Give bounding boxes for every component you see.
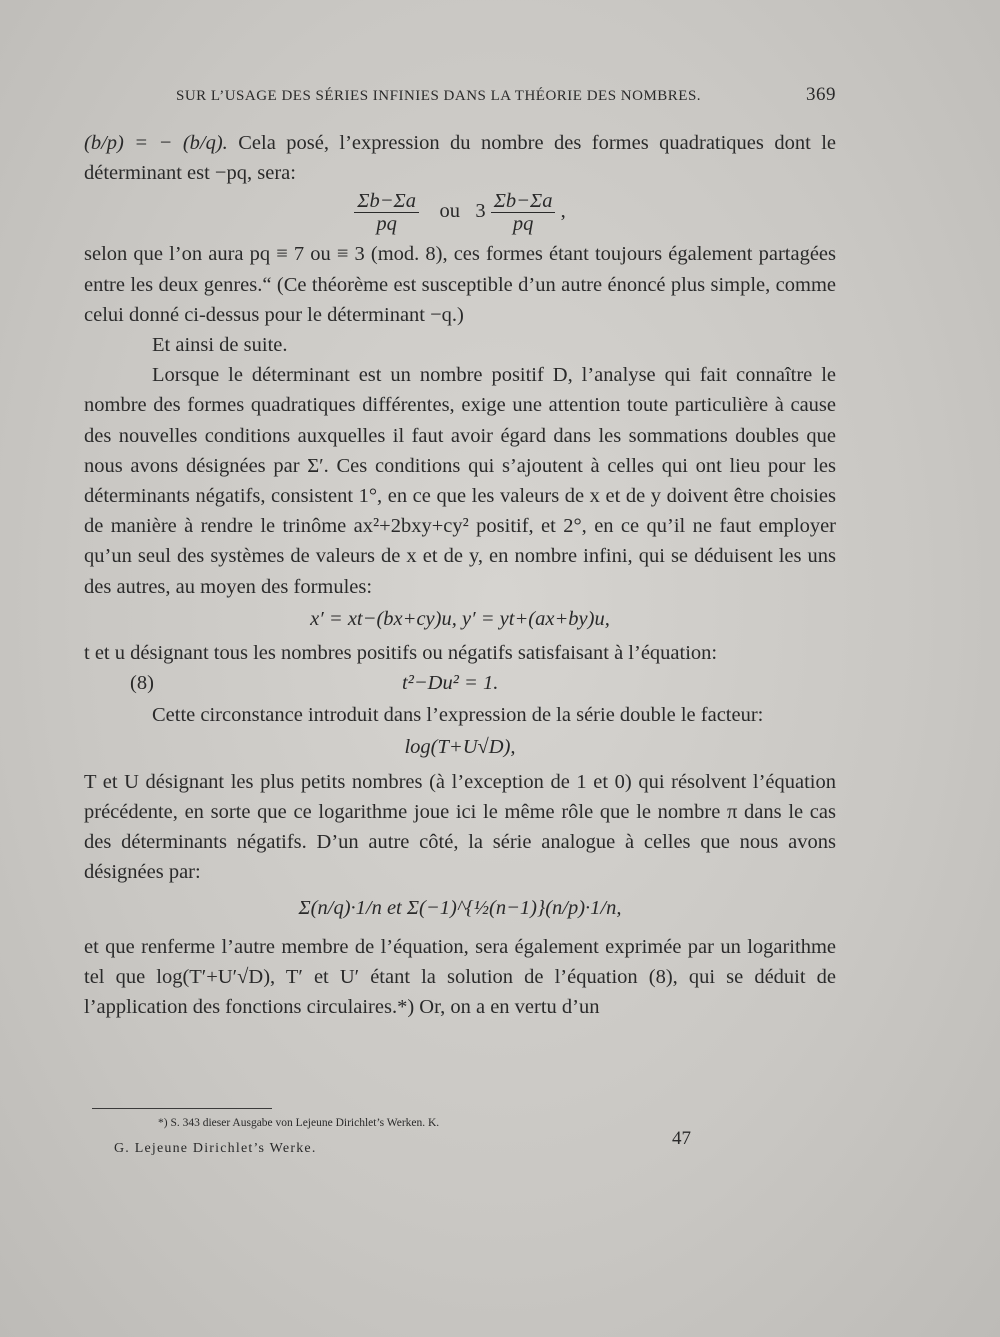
- fraction-2-numerator: Σb−Σa: [491, 190, 556, 213]
- paragraph-1-text: Cela posé, l’expression du nombre des formes quadratiques dont le déterminant est −pq, sera:: [84, 132, 836, 185]
- fraction-1: [354, 190, 419, 235]
- signature-line: G. Lejeune Dirichlet’s Werke.: [114, 1141, 317, 1156]
- equation-8-label: (8): [130, 672, 154, 695]
- formula-series: Σ(n/q)·1/n et Σ(−1)^{½(n−1)}(n/p)·1/n,: [298, 897, 622, 920]
- ou-text: ou: [439, 200, 460, 223]
- paragraph-5: t et u désignant tous les nombres positifs ou négatifs satisfaisant à l’équation:: [84, 642, 718, 665]
- footnote: *) S. 343 dieser Ausgabe von Lejeune Dirichlet’s Werken. K.: [158, 1117, 440, 1129]
- paragraph-1: [84, 128, 836, 188]
- coefficient-three: 3: [475, 200, 486, 223]
- fraction-display: [84, 190, 836, 235]
- fraction-1-numerator: Σb−Σa: [354, 190, 419, 213]
- page-number: 369: [806, 84, 836, 105]
- paragraph-3: Et ainsi de suite.: [152, 334, 288, 357]
- paragraph-4: Lorsque le déterminant est un nombre positif D, l’analyse qui fait connaître le nombre des formes quadratiques différentes, exige une attention toute particulière à cause des nouvelles conditions auxquelles il faut avoir égard dans les sommations doubles que nous avons désignées par Σ′. Ces conditions qui s’ajoutent à celles qui ont lieu pour les déterminants négatifs, consistent 1°, en ce que les valeurs de x et de y doivent être choisies de manière à rendre le trinôme ax²+2bxy+cy² positif, et 2°, en ce qu’il ne faut employer qu’un seul des systèmes de valeurs de x et de y, en nombre infini, qui se déduisent les uns des autres, au moyen des formules:: [84, 364, 836, 598]
- paragraph-7: T et U désignant les plus petits nombres (à l’exception de 1 et 0) qui résolvent l’équation précédente, en sorte que ce logarithme joue ici le même rôle que le nombre π dans le cas des déterminants négatifs. D’un autre côté, la série analogue à celles que nous avons désignées par:: [84, 770, 836, 884]
- equation-8: [84, 668, 836, 700]
- fraction-comma: ,: [560, 200, 566, 223]
- paragraph-6: Cette circonstance introduit dans l’expression de la série double le facteur:: [152, 704, 764, 727]
- legendre-formula: (b/p) = − (b/q).: [84, 132, 228, 154]
- fraction-2: [491, 190, 556, 235]
- formula-xy: x′ = xt−(bx+cy)u, y′ = yt+(ax+by)u,: [310, 607, 610, 630]
- paragraph-2: selon que l’on aura pq ≡ 7 ou ≡ 3 (mod. 8), ces formes étant toujours également partagées entre les deux genres.“ (Ce théorème est susceptible d’un autre énoncé plus simple, comme celui donné ci-dessus pour le déterminant −q.): [84, 243, 836, 326]
- formula-log: log(T+U√D),: [404, 736, 516, 759]
- fraction-1-denominator: pq: [376, 213, 397, 236]
- main-text: [84, 128, 836, 1022]
- footnote-rule: [92, 1108, 272, 1109]
- fraction-2-denominator: pq: [512, 213, 534, 236]
- paragraph-8: et que renferme l’autre membre de l’équation, sera également exprimée par un logarithme tel que log(T′+U′√D), T′ et U′ étant la solution de l’équation (8), qui se déduit de l’application des fonctions circulaires.*) Or, on a en vertu d’un: [84, 935, 836, 1019]
- running-head: SUR L’USAGE DES SÉRIES INFINIES DANS LA THÉORIE DES NOMBRES.: [176, 88, 702, 104]
- equation-8-body: t²−Du² = 1.: [402, 672, 499, 695]
- sheet-number: 47: [672, 1128, 691, 1149]
